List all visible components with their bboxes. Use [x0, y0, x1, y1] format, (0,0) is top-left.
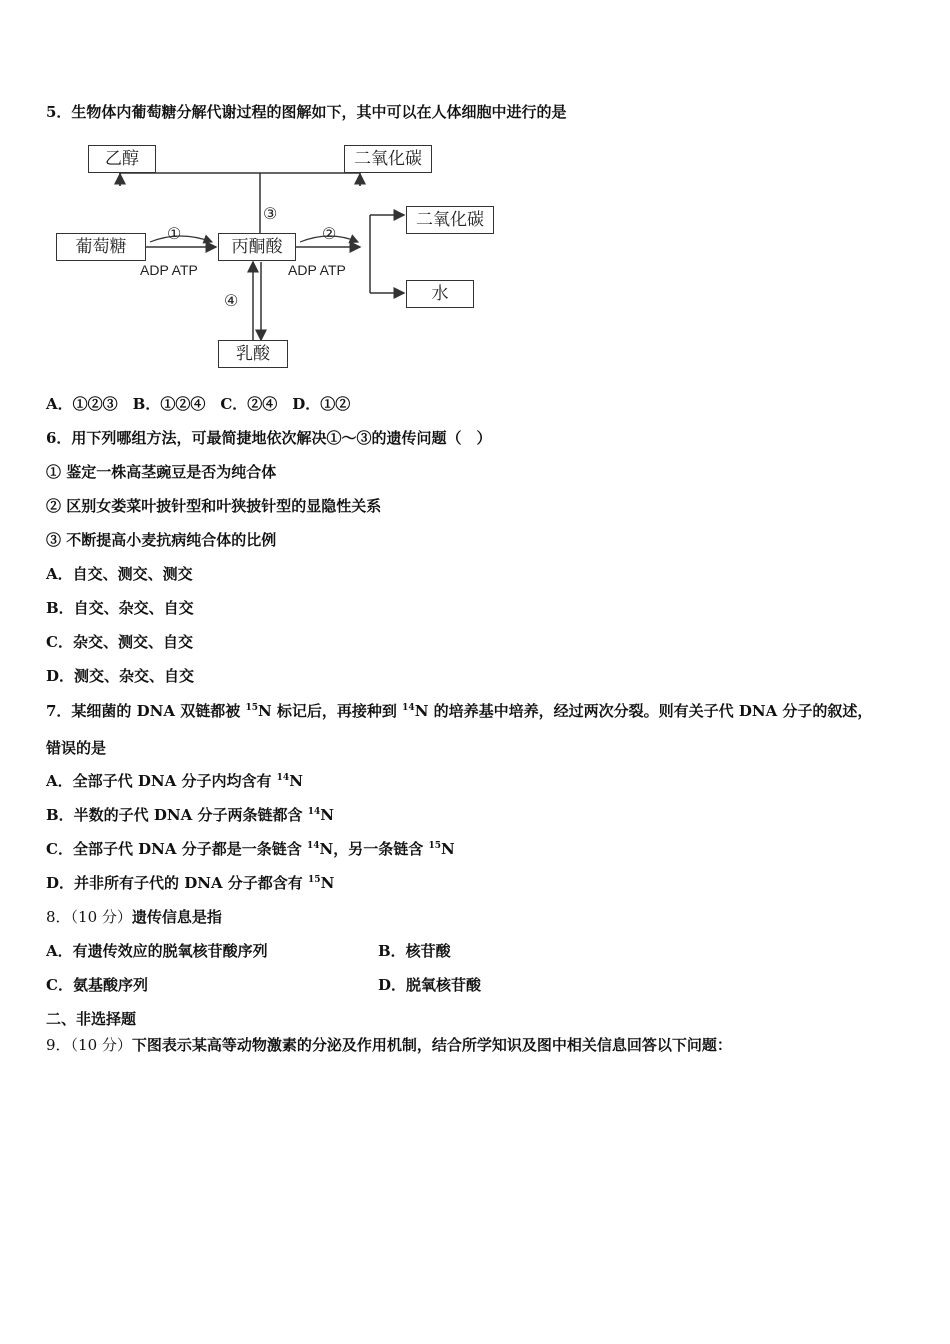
q6-option-a: A．自交、测交、测交 [46, 565, 193, 583]
adp-atp-label-1: ADP ATP [140, 262, 198, 278]
q6-option-c: C．杂交、测交、自交 [46, 633, 193, 651]
lactate-box: 乳酸 [218, 340, 288, 368]
q7-option-a-sup: 14 [276, 773, 290, 783]
q6-item-2: ② 区别女娄菜叶披针型和叶狭披针型的显隐性关系 [46, 497, 382, 515]
q7-option-c-n: N [440, 840, 455, 858]
q6-stem: 6．用下列哪组方法，可最简捷地依次解决①～③的遗传问题（ ） [46, 429, 492, 447]
q7-option-a-n: N [289, 772, 303, 790]
q7-option-d-n: N [320, 874, 335, 892]
co2-right-box: 二氧化碳 [406, 206, 494, 234]
q8-stem [46, 907, 222, 927]
q8-option-a: A．有遗传效应的脱氧核苷酸序列 [46, 942, 268, 960]
q7-option-c-sup-15: 15 [428, 841, 441, 851]
q7-stem-a: 7．某细菌的 DNA 双链都被 [46, 702, 246, 720]
q7-stem-line2: 错误的是 [46, 739, 107, 757]
q9-number: 9．（10 分） [46, 1036, 132, 1054]
ethanol-box: 乙醇 [88, 145, 156, 173]
glucose-box: 葡萄糖 [56, 233, 146, 261]
adp-atp-label-2: ADP ATP [288, 262, 346, 278]
step3-label: ③ [263, 204, 278, 223]
q7-option-d-sup: 15 [308, 875, 321, 885]
q7-sup-14: 14 [402, 703, 415, 713]
q7-stem-c: N 的培养基中培养，经过两次分裂。则有关子代 DNA 分子的叙述， [414, 702, 873, 720]
q7-option-d-text: D．并非所有子代的 DNA 分子都含有 [46, 874, 309, 892]
step2-label: ② [322, 224, 337, 243]
q8-number: 8．（10 分） [46, 908, 132, 926]
q7-option-c-sup-14: 14 [306, 841, 320, 851]
co2-top-box: 二氧化碳 [344, 145, 432, 173]
q8-option-d: D．脱氧核苷酸 [378, 976, 482, 994]
q7-sup-15: 15 [245, 703, 258, 713]
q5-options: A．①②③ B．①②④ C．②④ D．①② [46, 395, 351, 413]
q6-item-1: ① 鉴定一株高茎豌豆是否为纯合体 [46, 463, 277, 481]
q8-option-b: B．核苷酸 [378, 942, 451, 960]
q8-options-row-1 [46, 941, 906, 961]
q7-option-a [46, 771, 303, 791]
q7-stem [46, 701, 872, 721]
step4-label: ④ [224, 291, 239, 310]
q8-stem-text: 遗传信息是指 [131, 908, 222, 926]
q7-option-b-n: N [320, 806, 334, 824]
q7-option-d [46, 873, 334, 893]
section-2-heading: 二、非选择题 [46, 1010, 137, 1028]
water-box: 水 [406, 280, 474, 308]
step1-label: ① [167, 224, 182, 243]
q6-option-b: B．自交、杂交、自交 [46, 599, 194, 617]
q7-option-c-mid: N，另一条链含 [319, 840, 429, 858]
q7-option-b-sup: 14 [307, 807, 321, 817]
q6-option-d: D．测交、杂交、自交 [46, 667, 195, 685]
q8-option-c: C．氨基酸序列 [46, 976, 148, 994]
q6-item-3: ③ 不断提高小麦抗病纯合体的比例 [46, 531, 277, 549]
pyruvate-box: 丙酮酸 [218, 233, 296, 261]
q7-option-c [46, 839, 455, 859]
glucose-metabolism-diagram [50, 138, 510, 373]
q7-option-c-text: C．全部子代 DNA 分子都是一条链含 [46, 840, 307, 858]
q7-option-b [46, 805, 334, 825]
q7-option-a-text: A．全部子代 DNA 分子内均含有 [46, 772, 277, 790]
q9-stem-text: 下图表示某高等动物激素的分泌及作用机制，结合所学知识及图中相关信息回答以下问题： [131, 1036, 732, 1054]
q7-stem-b: N 标记后，再接种到 [258, 702, 403, 720]
q7-option-b-text: B．半数的子代 DNA 分子两条链都含 [46, 806, 308, 824]
q9-stem [46, 1035, 732, 1055]
q8-options-row-2 [46, 975, 906, 995]
q5-stem: 5．生物体内葡萄糖分解代谢过程的图解如下，其中可以在人体细胞中进行的是 [46, 103, 567, 121]
